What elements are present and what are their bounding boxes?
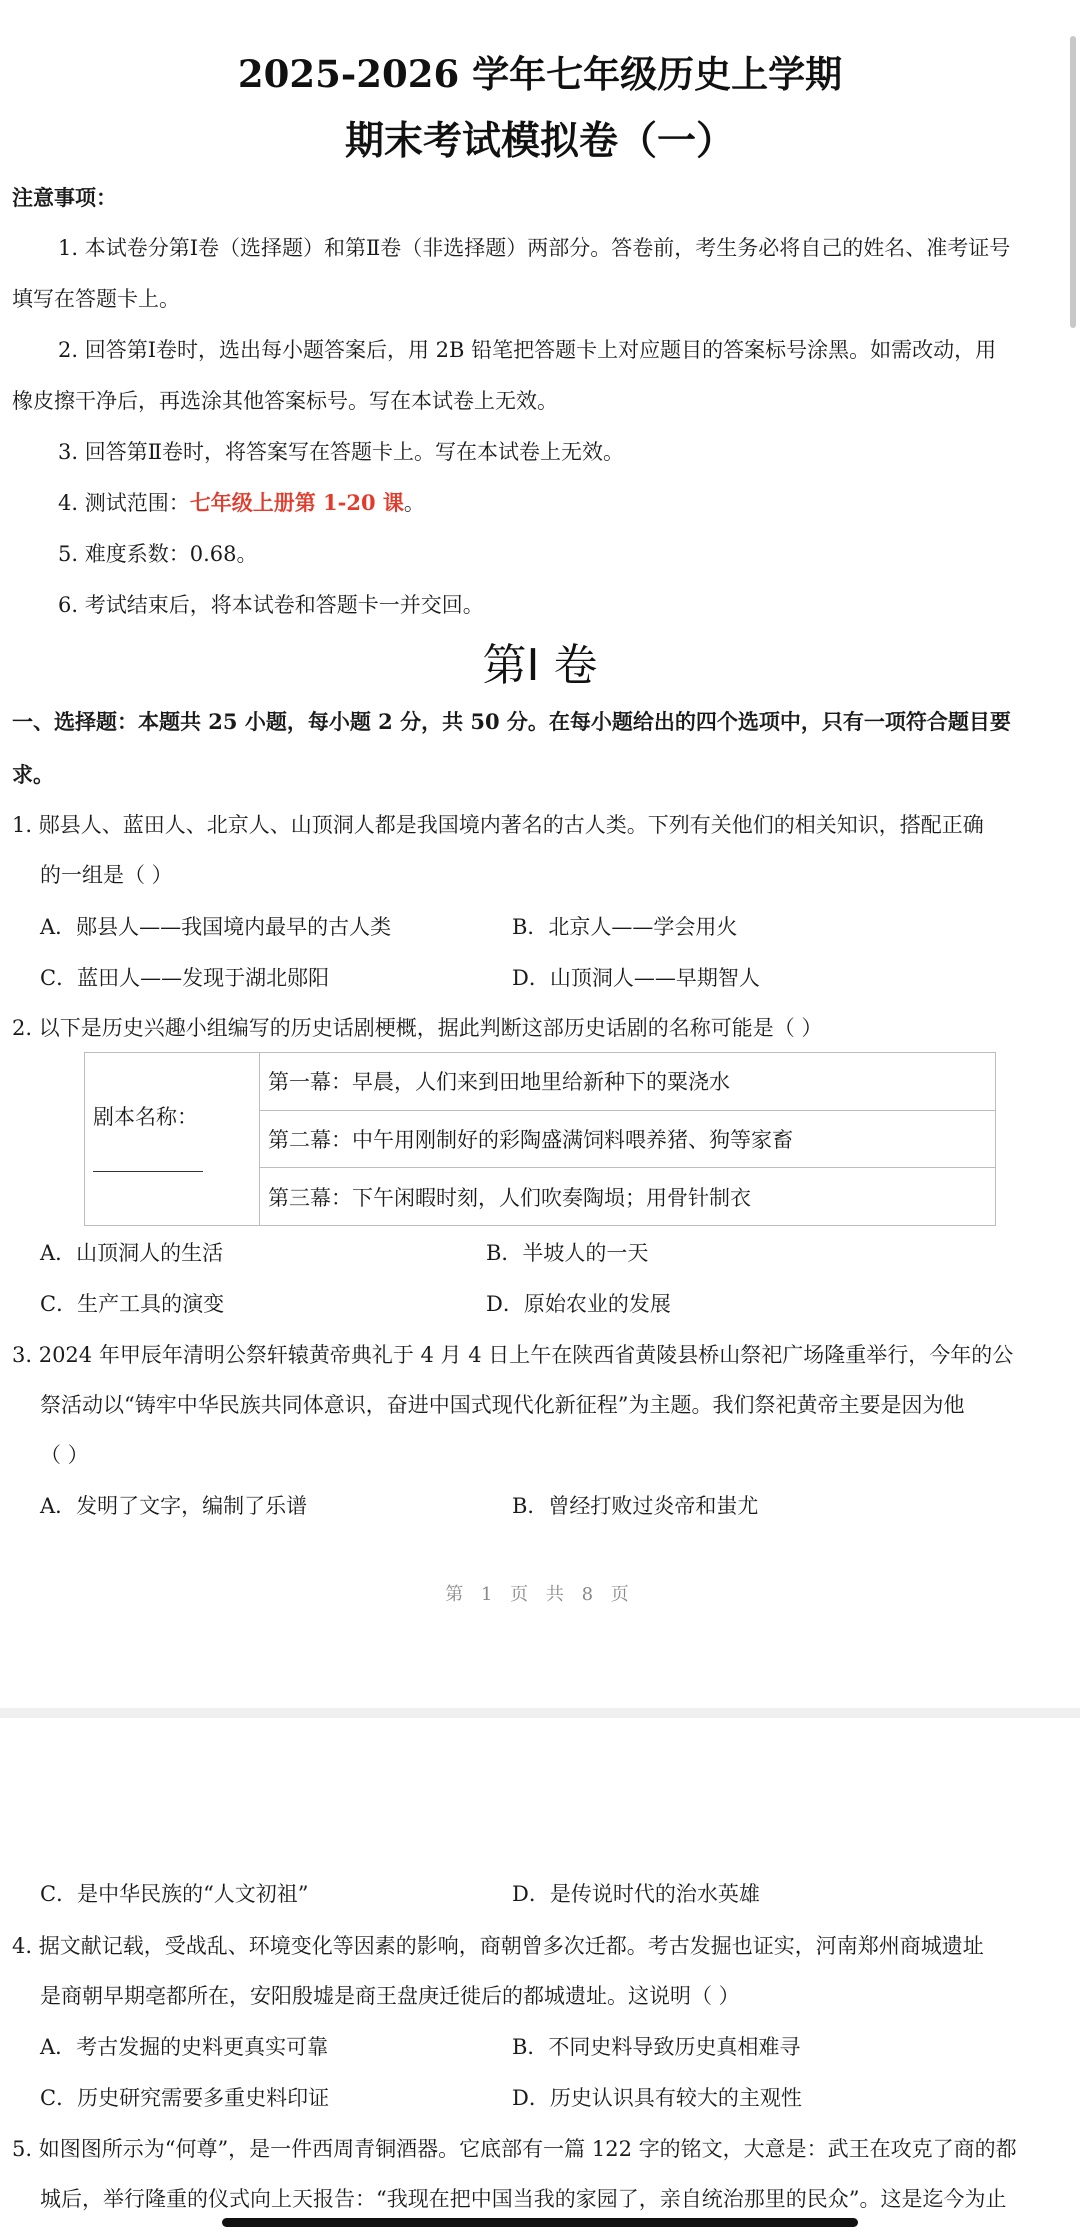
q3-option-c: C．是中华民族的“人文初祖” (40, 1882, 309, 1906)
q4-option-d: D．历史认识具有较大的主观性 (512, 2086, 802, 2110)
q1-option-c: C．蓝田人——发现于湖北郧阳 (40, 966, 330, 990)
q4-stem-line1: 4. 据文献记载，受战乱、环境变化等因素的影响，商朝曾多次迁都。考古发掘也证实，河南郑州商城遗址 (12, 1934, 984, 1958)
notice-item-5: 5. 难度系数：0.68。 (58, 542, 258, 566)
notice-item-4-prefix: 4. 测试范围： (58, 491, 190, 515)
vertical-scrollbar-thumb[interactable] (1070, 36, 1076, 328)
q4-option-b: B．不同史料导致历史真相难寻 (512, 2035, 801, 2059)
q3-stem-line3: （ ） (40, 1443, 89, 1467)
test-scope-highlight: 七年级上册第 1-20 课 (189, 490, 404, 515)
exam-page-2 (0, 1718, 1080, 2234)
q4-option-a: A．考古发掘的史料更真实可靠 (40, 2035, 329, 2059)
script-name-label: 剧本名称： (93, 1105, 198, 1129)
notice-item-3: 3. 回答第Ⅱ卷时，将答案写在答题卡上。写在本试卷上无效。 (58, 440, 624, 464)
act-1-cell: 第一幕：早晨，人们来到田地里给新种下的粟浇水 (260, 1053, 996, 1111)
notice-item-2-line2: 橡皮擦干净后，再选涂其他答案标号。写在本试卷上无效。 (12, 389, 558, 413)
q2-option-c: C．生产工具的演变 (40, 1292, 225, 1316)
q2-option-a: A．山顶洞人的生活 (40, 1241, 224, 1265)
q1-stem-line1: 1. 郧县人、蓝田人、北京人、山顶洞人都是我国境内著名的古人类。下列有关他们的相关知识，搭配正确 (12, 813, 984, 837)
home-indicator-bar[interactable] (222, 2218, 858, 2227)
q3-stem-line2: 祭活动以“铸牢中华民族共同体意识，奋进中国式现代化新征程”为主题。我们祭祀黄帝主要是因为他 (40, 1393, 965, 1417)
script-name-blank (93, 1170, 203, 1172)
q4-option-c: C．历史研究需要多重史料印证 (40, 2086, 330, 2110)
section-title: 第Ⅰ 卷 (482, 640, 598, 691)
page-separator (0, 1708, 1080, 1718)
q2-script-table (84, 1052, 996, 1226)
notice-item-2-line1: 2. 回答第Ⅰ卷时，选出每小题答案后，用 2B 铅笔把答题卡上对应题目的答案标号涂黑。如需改动，用 (58, 338, 997, 362)
q1-option-d: D．山顶洞人——早期智人 (512, 966, 760, 990)
q1-option-a: A．郧县人——我国境内最早的古人类 (40, 915, 392, 939)
q2-option-d: D．原始农业的发展 (486, 1292, 671, 1316)
q3-option-d: D．是传说时代的治水英雄 (512, 1882, 760, 1906)
notice-item-1-line1: 1. 本试卷分第Ⅰ卷（选择题）和第Ⅱ卷（非选择题）两部分。答卷前，考生务必将自己的姓名、准考证号 (58, 236, 1011, 260)
exam-title-line2: 期末考试模拟卷（一） (344, 118, 735, 164)
q1-option-b: B．北京人——学会用火 (512, 915, 738, 939)
q5-stem-line1: 5. 如图图所示为“何尊”，是一件西周青铜酒器。它底部有一篇 122 字的铭文，大意是：武王在攻克了商的都 (12, 2137, 1017, 2161)
q4-stem-line2: 是商朝早期亳都所在，安阳殷墟是商王盘庚迁徙后的都城遗址。这说明（ ） (40, 1984, 740, 2008)
q3-option-a: A．发明了文字，编制了乐谱 (40, 1494, 308, 1518)
script-name-cell (85, 1053, 260, 1226)
notice-item-4 (58, 488, 425, 518)
notice-item-1-line2: 填写在答题卡上。 (12, 287, 180, 311)
q2-option-b: B．半坡人的一天 (486, 1241, 649, 1265)
page-footer: 第 1 页 共 8 页 (445, 1584, 635, 1605)
exam-title-line1: 2025-2026 学年七年级历史上学期 (237, 52, 843, 96)
q2-stem: 2. 以下是历史兴趣小组编写的历史话剧梗概，据此判断这部历史话剧的名称可能是（ ） (12, 1016, 823, 1040)
act-2-cell: 第二幕：中午用刚制好的彩陶盛满饲料喂养猪、狗等家畜 (260, 1110, 996, 1168)
q5-stem-line2: 城后，举行隆重的仪式向上天报告：“我现在把中国当我的家园了，亲自统治那里的民众”。这是迄今为止 (40, 2187, 1007, 2211)
act-3-cell: 第三幕：下午闲暇时刻，人们吹奏陶埙；用骨针制衣 (260, 1168, 996, 1226)
q1-stem-line2: 的一组是（ ） (40, 863, 173, 887)
section-instruction-line1: 一、选择题：本题共 25 小题，每小题 2 分，共 50 分。在每小题给出的四个选项中，只有一项符合题目要 (12, 709, 1011, 734)
q3-option-b: B．曾经打败过炎帝和蚩尤 (512, 1494, 759, 1518)
notice-item-4-suffix: 。 (403, 491, 425, 515)
notice-item-6: 6. 考试结束后，将本试卷和答题卡一并交回。 (58, 593, 484, 617)
section-instruction-line2: 求。 (12, 762, 54, 787)
notice-heading: 注意事项： (12, 185, 117, 210)
q3-stem-line1: 3. 2024 年甲辰年清明公祭轩辕黄帝典礼于 4 月 4 日上午在陕西省黄陵县桥山祭祀广场隆重举行，今年的公 (12, 1343, 1014, 1367)
